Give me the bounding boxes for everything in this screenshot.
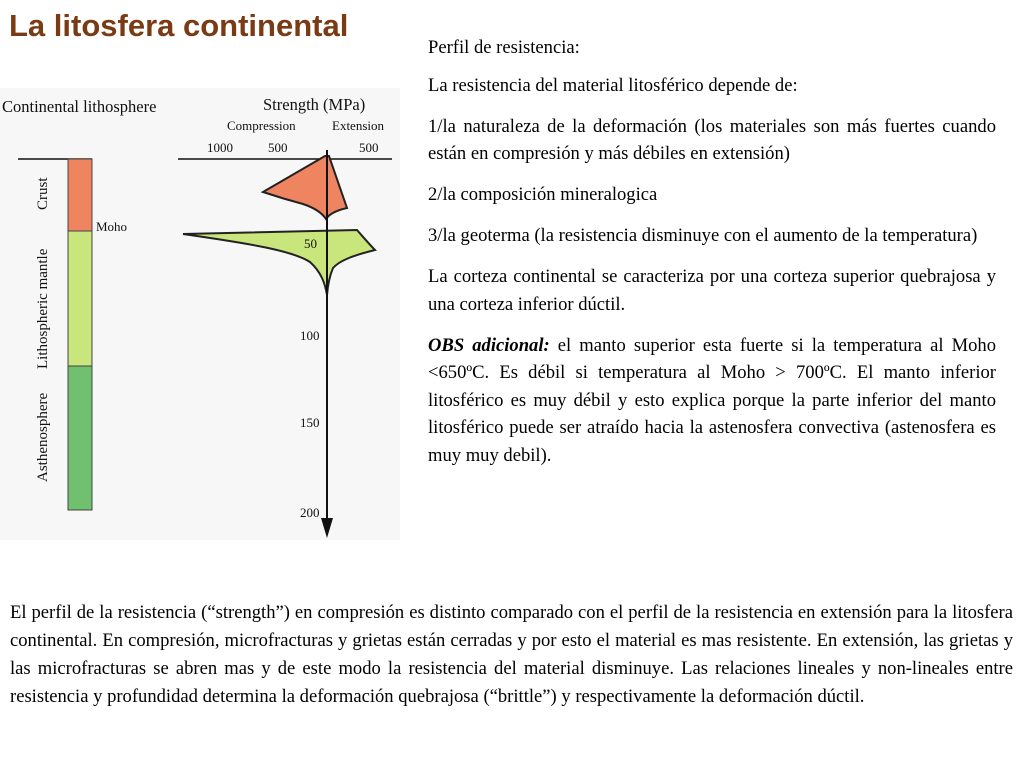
paragraph-naturaleza: 1/la naturaleza de la deformación (los materiales son más fuertes cuando están en compresión y más débiles en extensión) [428,115,996,164]
paragraph-corteza: La corteza continental se caracteriza por una corteza superior quebrajosa y una corteza inferior dúctil. [428,266,996,315]
strength-profile-svg [0,88,400,540]
paragraph-obs [428,332,996,470]
depth-tick-100: 100 [300,328,320,343]
depth-tick-50: 50 [304,236,317,251]
depth-tick-150: 150 [300,415,320,430]
paragraph-perfil: Perfil de resistencia: [428,37,580,58]
lithosphere-strength-figure [0,88,400,540]
figure-background [0,88,400,540]
x-tick-1000: 1000 [207,140,233,155]
depth-tick-200: 200 [300,505,320,520]
layer-label-crust: Crust [35,177,51,210]
extension-label: Extension [332,118,384,133]
layer-label-lithospheric-mantle: Lithospheric mantle [35,248,51,369]
compression-label: Compression [227,118,296,133]
paragraph-depende: La resistencia del material litosférico depende de: [428,74,798,96]
asthenosphere-column [68,366,92,510]
paragraph-composicion: 2/la composición mineralogica [428,184,658,205]
page-title: La litosfera continental [9,8,349,43]
strength-label: Strength (MPa) [263,95,366,114]
right-text-column [428,34,996,483]
layer-label-asthenosphere: Asthenosphere [35,392,51,482]
obs-label: OBS adicional: [428,334,550,356]
moho-label: Moho [96,219,128,234]
lithospheric-mantle-column [68,231,92,366]
figure-heading: Continental lithosphere [2,97,157,116]
paragraph-geoterma: 3/la geoterma (la resistencia disminuye con el aumento de la temperatura) [428,225,978,246]
x-tick-500-compression: 500 [268,140,288,155]
obs-text: el manto superior esta fuerte si la temperatura al Moho <650ºC. Es débil si temperatura al Moho > 700ºC. El manto inferior litosférico es muy débil y esto explica porque la parte inferior del manto litosférico puede ser atraído hacia la astenosfera convectiva (astenosfera es muy muy debil). [428,334,996,466]
x-tick-500-extension: 500 [359,140,379,155]
crust-column [68,159,92,231]
bottom-paragraph: El perfil de la resistencia (“strength”) en compresión es distinto comparado con el perfil de la resistencia en extensión para la litosfera continental. En compresión, microfracturas y grietas están cerradas y por esto el material es mas resistente. En extensión, las grietas y las microfracturas se abren mas y de este modo la resistencia del material disminuye. Las relaciones lineales y non-lineales entre resistencia y profundidad determina la deformación quebrajosa (“brittle”) y respectivamente la deformación dúctil. [10,602,1013,707]
